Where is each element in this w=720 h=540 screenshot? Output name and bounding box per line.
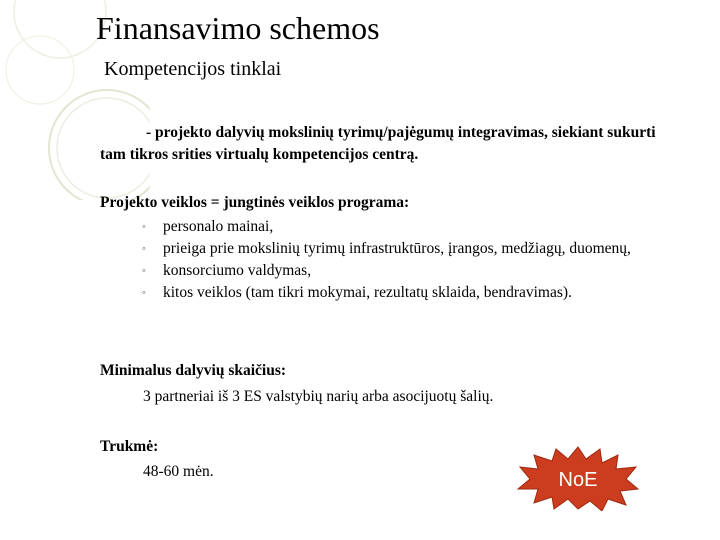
list-item [142, 282, 682, 304]
list-item-text: kitos veiklos (tam tikri mokymai, rezultatų sklaida, bendravimas). [163, 284, 572, 301]
list-item [142, 260, 682, 282]
bullet-icon: ◦ [142, 265, 146, 277]
duration-text: 48-60 mėn. [143, 463, 214, 480]
list-item-text: konsorciumo valdymas, [163, 262, 312, 279]
participants-heading: Minimalus dalyvių skaičius: [100, 362, 287, 379]
bullet-icon: ◦ [142, 221, 146, 233]
duration-heading: Trukmė: [100, 438, 159, 455]
noe-badge [516, 445, 640, 511]
slide-title: Finansavimo schemos [96, 10, 380, 46]
noe-label: NoE [558, 469, 598, 491]
list-item [142, 216, 682, 238]
participants-text: 3 partneriai iš 3 ES valstybių narių arba asocijuotų šalių. [143, 388, 494, 405]
list-item-text: personalo mainai, [163, 218, 274, 235]
activities-list [142, 216, 682, 304]
activities-heading: Projekto veiklos = jungtinės veiklos programa: [100, 194, 410, 211]
list-item-text: prieiga prie mokslinių tyrimų infrastruktūros, įrangos, medžiagų, duomenų, [163, 240, 631, 257]
bullet-icon: ◦ [142, 243, 146, 255]
bullet-icon: ◦ [142, 287, 146, 299]
slide-subtitle: Kompetencijos tinklai [104, 58, 282, 80]
list-item [142, 238, 682, 260]
intro-paragraph: - projekto dalyvių mokslinių tyrimų/pajėgumų integravimas, siekiant sukurti tam tikros srities virtualų kompetencijos centrą. [100, 124, 656, 163]
